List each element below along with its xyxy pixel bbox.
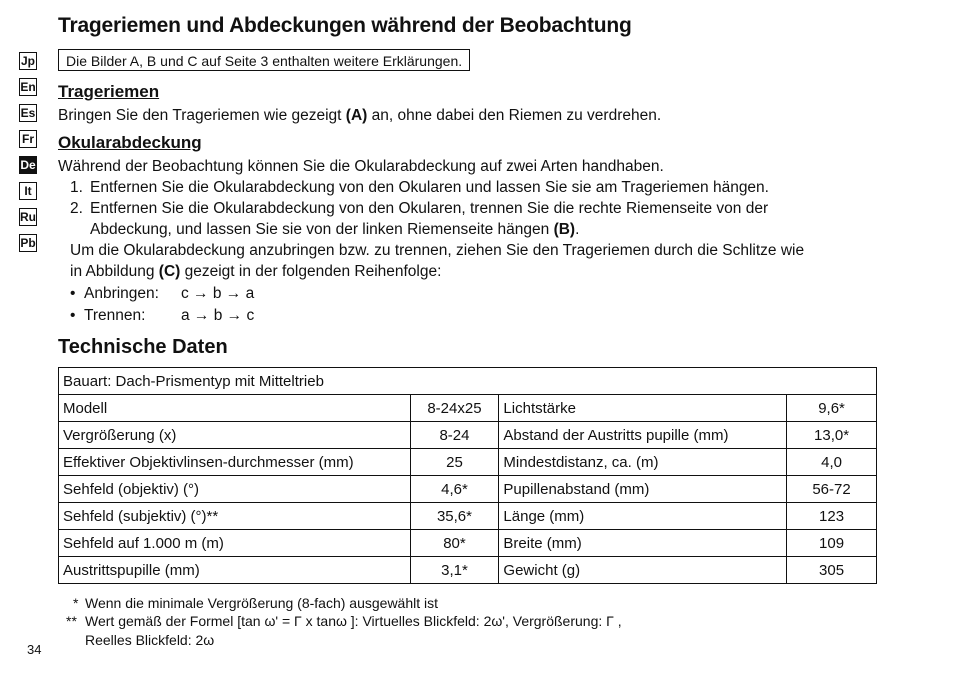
language-tab-ru[interactable]: Ru: [20, 210, 36, 224]
language-tab-en[interactable]: En: [20, 80, 36, 94]
reference-note: Die Bilder A, B und C auf Seite 3 enthalten weitere Erklärungen.: [58, 49, 470, 71]
spec-label: Gewicht (g): [499, 557, 787, 584]
specs-heading: Technische Daten: [58, 336, 228, 358]
step-2-text-line2: [90, 219, 579, 240]
attach-label: Anbringen:: [84, 285, 159, 302]
spec-label: Sehfeld (objektiv) (°): [59, 476, 411, 503]
step-2-text-line1: Entfernen Sie die Okularabdeckung von den Okularen, trennen Sie die rechte Riemenseite von der: [90, 200, 769, 217]
bullet-detach: •: [70, 307, 76, 324]
spec-value: 8-24: [410, 422, 499, 449]
type-cell: Bauart: Dach-Prismentyp mit Mitteltrieb: [59, 368, 877, 395]
spec-label: Lichtstärke: [499, 395, 787, 422]
footnote-1-mark: *: [73, 595, 79, 611]
spec-label: Abstand der Austritts pupille (mm): [499, 422, 787, 449]
spec-value: 8-24x25: [410, 395, 499, 422]
footnote-2-mark: **: [66, 613, 77, 629]
spec-value: 35,6*: [410, 503, 499, 530]
spec-label: Breite (mm): [499, 530, 787, 557]
table-row: [59, 557, 877, 584]
table-row: [59, 503, 877, 530]
language-tab-de-active[interactable]: De: [20, 158, 36, 172]
language-tab-es[interactable]: Es: [20, 106, 36, 120]
language-tab-pb[interactable]: Pb: [20, 236, 36, 250]
attach-sequence: c → b → a: [181, 285, 255, 302]
spec-value: 4,6*: [410, 476, 499, 503]
spec-label: Sehfeld (subjektiv) (°)**: [59, 503, 411, 530]
footnote-2-line1: Wert gemäß der Formel [tan ω' = Γ x tanω ]: Virtuelles Blickfeld: 2ω', Vergrößerung: Γ ,: [85, 613, 622, 629]
spec-value: 4,0: [787, 449, 877, 476]
table-row: [59, 422, 877, 449]
strap-text-start: Bringen Sie den Trageriemen wie gezeigt: [58, 107, 346, 124]
spec-label: Mindestdistanz, ca. (m): [499, 449, 787, 476]
spec-value: 3,1*: [410, 557, 499, 584]
figure-a-ref: (A): [345, 107, 368, 124]
detach-label: Trennen:: [84, 307, 146, 324]
spec-value: 25: [410, 449, 499, 476]
page-number: 34: [27, 642, 42, 657]
spec-value: 123: [787, 503, 877, 530]
spec-label: Austrittspupille (mm): [59, 557, 411, 584]
spec-label: Sehfeld auf 1.000 m (m): [59, 530, 411, 557]
spec-label: Pupillenabstand (mm): [499, 476, 787, 503]
spec-value: 56-72: [787, 476, 877, 503]
footnote-1: Wenn die minimale Vergrößerung (8-fach) ausgewählt ist: [85, 595, 439, 611]
attach-paragraph-line1: Um die Okularabdeckung anzubringen bzw. zu trennen, ziehen Sie den Trageriemen durch die Schlitze wie: [70, 242, 805, 259]
strap-heading: Trageriemen: [58, 82, 160, 101]
step-2-number: 2.: [70, 200, 83, 217]
step-2-text-line2-end: .: [575, 221, 580, 238]
table-row: [59, 395, 877, 422]
spec-label: Länge (mm): [499, 503, 787, 530]
spec-label: Vergrößerung (x): [59, 422, 411, 449]
table-row: [59, 449, 877, 476]
step-1-text: Entfernen Sie die Okularabdeckung von den Okularen und lassen Sie sie am Trageriemen hängen.: [90, 179, 769, 196]
language-tab-jp[interactable]: Jp: [20, 54, 35, 68]
step-1-number: 1.: [70, 179, 83, 196]
specs-table: [58, 367, 877, 584]
eyecap-intro: Während der Beobachtung können Sie die Okularabdeckung auf zwei Arten handhaben.: [58, 158, 664, 175]
attach-paragraph-line2-end: gezeigt in der folgenden Reihenfolge:: [180, 263, 442, 280]
strap-text: [58, 105, 661, 126]
figure-c-ref: (C): [158, 263, 181, 280]
spec-value: 305: [787, 557, 877, 584]
step-2-text-line2-start: Abdeckung, und lassen Sie sie von der linken Riemenseite hängen: [90, 221, 554, 238]
eyecap-heading: Okularabdeckung: [58, 133, 202, 152]
spec-label: Effektiver Objektivlinsen-durchmesser (mm): [59, 449, 411, 476]
figure-b-ref: (B): [553, 221, 576, 238]
strap-text-end: an, ohne dabei den Riemen zu verdrehen.: [367, 107, 662, 124]
footnote-2-line2: Reelles Blickfeld: 2ω: [85, 632, 215, 648]
attach-paragraph-line2: [70, 261, 441, 282]
spec-value: 13,0*: [787, 422, 877, 449]
detach-sequence: a → b → c: [181, 307, 255, 324]
spec-label: Modell: [59, 395, 411, 422]
spec-value: 109: [787, 530, 877, 557]
table-row: [59, 368, 877, 395]
spec-value: 80*: [410, 530, 499, 557]
language-tab-it[interactable]: It: [19, 182, 37, 200]
table-row: [59, 476, 877, 503]
bullet-attach: •: [70, 285, 76, 302]
spec-value: 9,6*: [787, 395, 877, 422]
language-tab-fr[interactable]: Fr: [19, 130, 37, 148]
attach-paragraph-line2-start: in Abbildung: [70, 263, 159, 280]
table-row: [59, 530, 877, 557]
page-heading: Trageriemen und Abdeckungen während der Beobachtung: [58, 14, 632, 37]
